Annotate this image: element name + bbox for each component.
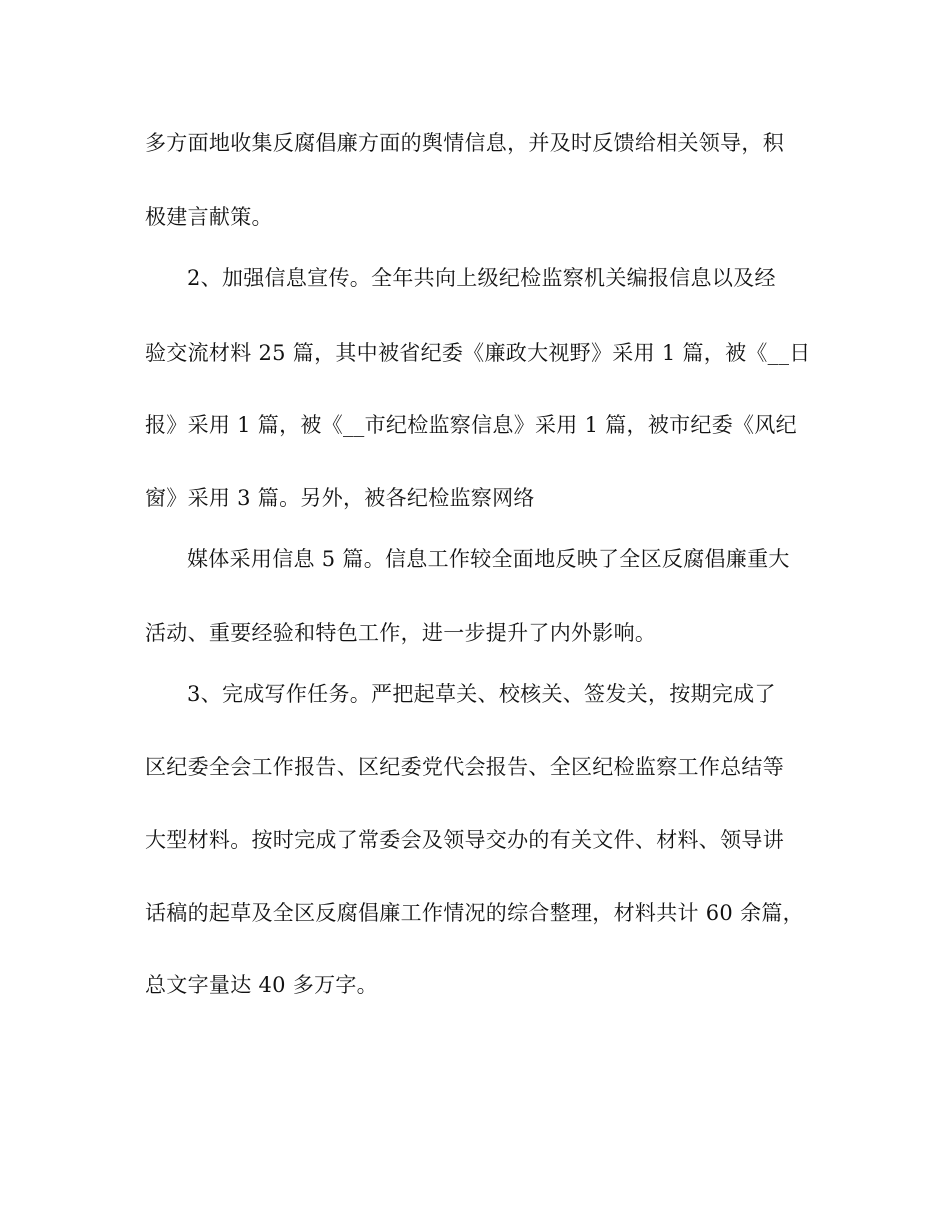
text-line: 区纪委全会工作报告、区纪委党代会报告、全区纪检监察工作总结等 (145, 755, 784, 779)
text-line-paragraph-start: 3、完成写作任务。严把起草关、校核关、签发关，按期完成了 (187, 682, 776, 706)
text-line: 验交流材料 25 篇，其中被省纪委《廉政大视野》采用 1 篇，被《__日 (145, 341, 811, 365)
text-line: 大型材料。按时完成了常委会及领导交办的有关文件、材料、领导讲 (145, 828, 784, 852)
text-line-paragraph-start: 2、加强信息宣传。全年共向上级纪检监察机关编报信息以及经 (187, 266, 776, 290)
text-line: 窗》采用 3 篇。另外，被各纪检监察网络 (145, 486, 535, 510)
text-line: 报》采用 1 篇，被《__市纪检监察信息》采用 1 篇，被市纪委《风纪 (145, 413, 797, 437)
text-line: 极建言献策。 (145, 205, 273, 229)
text-line: 总文字量达 40 多万字。 (145, 973, 378, 997)
text-line: 话稿的起草及全区反腐倡廉工作情况的综合整理，材料共计 60 余篇， (145, 901, 804, 925)
text-line: 多方面地收集反腐倡廉方面的舆情信息，并及时反馈给相关领导，积 (145, 131, 784, 155)
text-line: 活动、重要经验和特色工作，进一步提升了内外影响。 (145, 621, 657, 645)
text-line-paragraph-start: 媒体采用信息 5 篇。信息工作较全面地反映了全区反腐倡廉重大 (187, 547, 790, 571)
